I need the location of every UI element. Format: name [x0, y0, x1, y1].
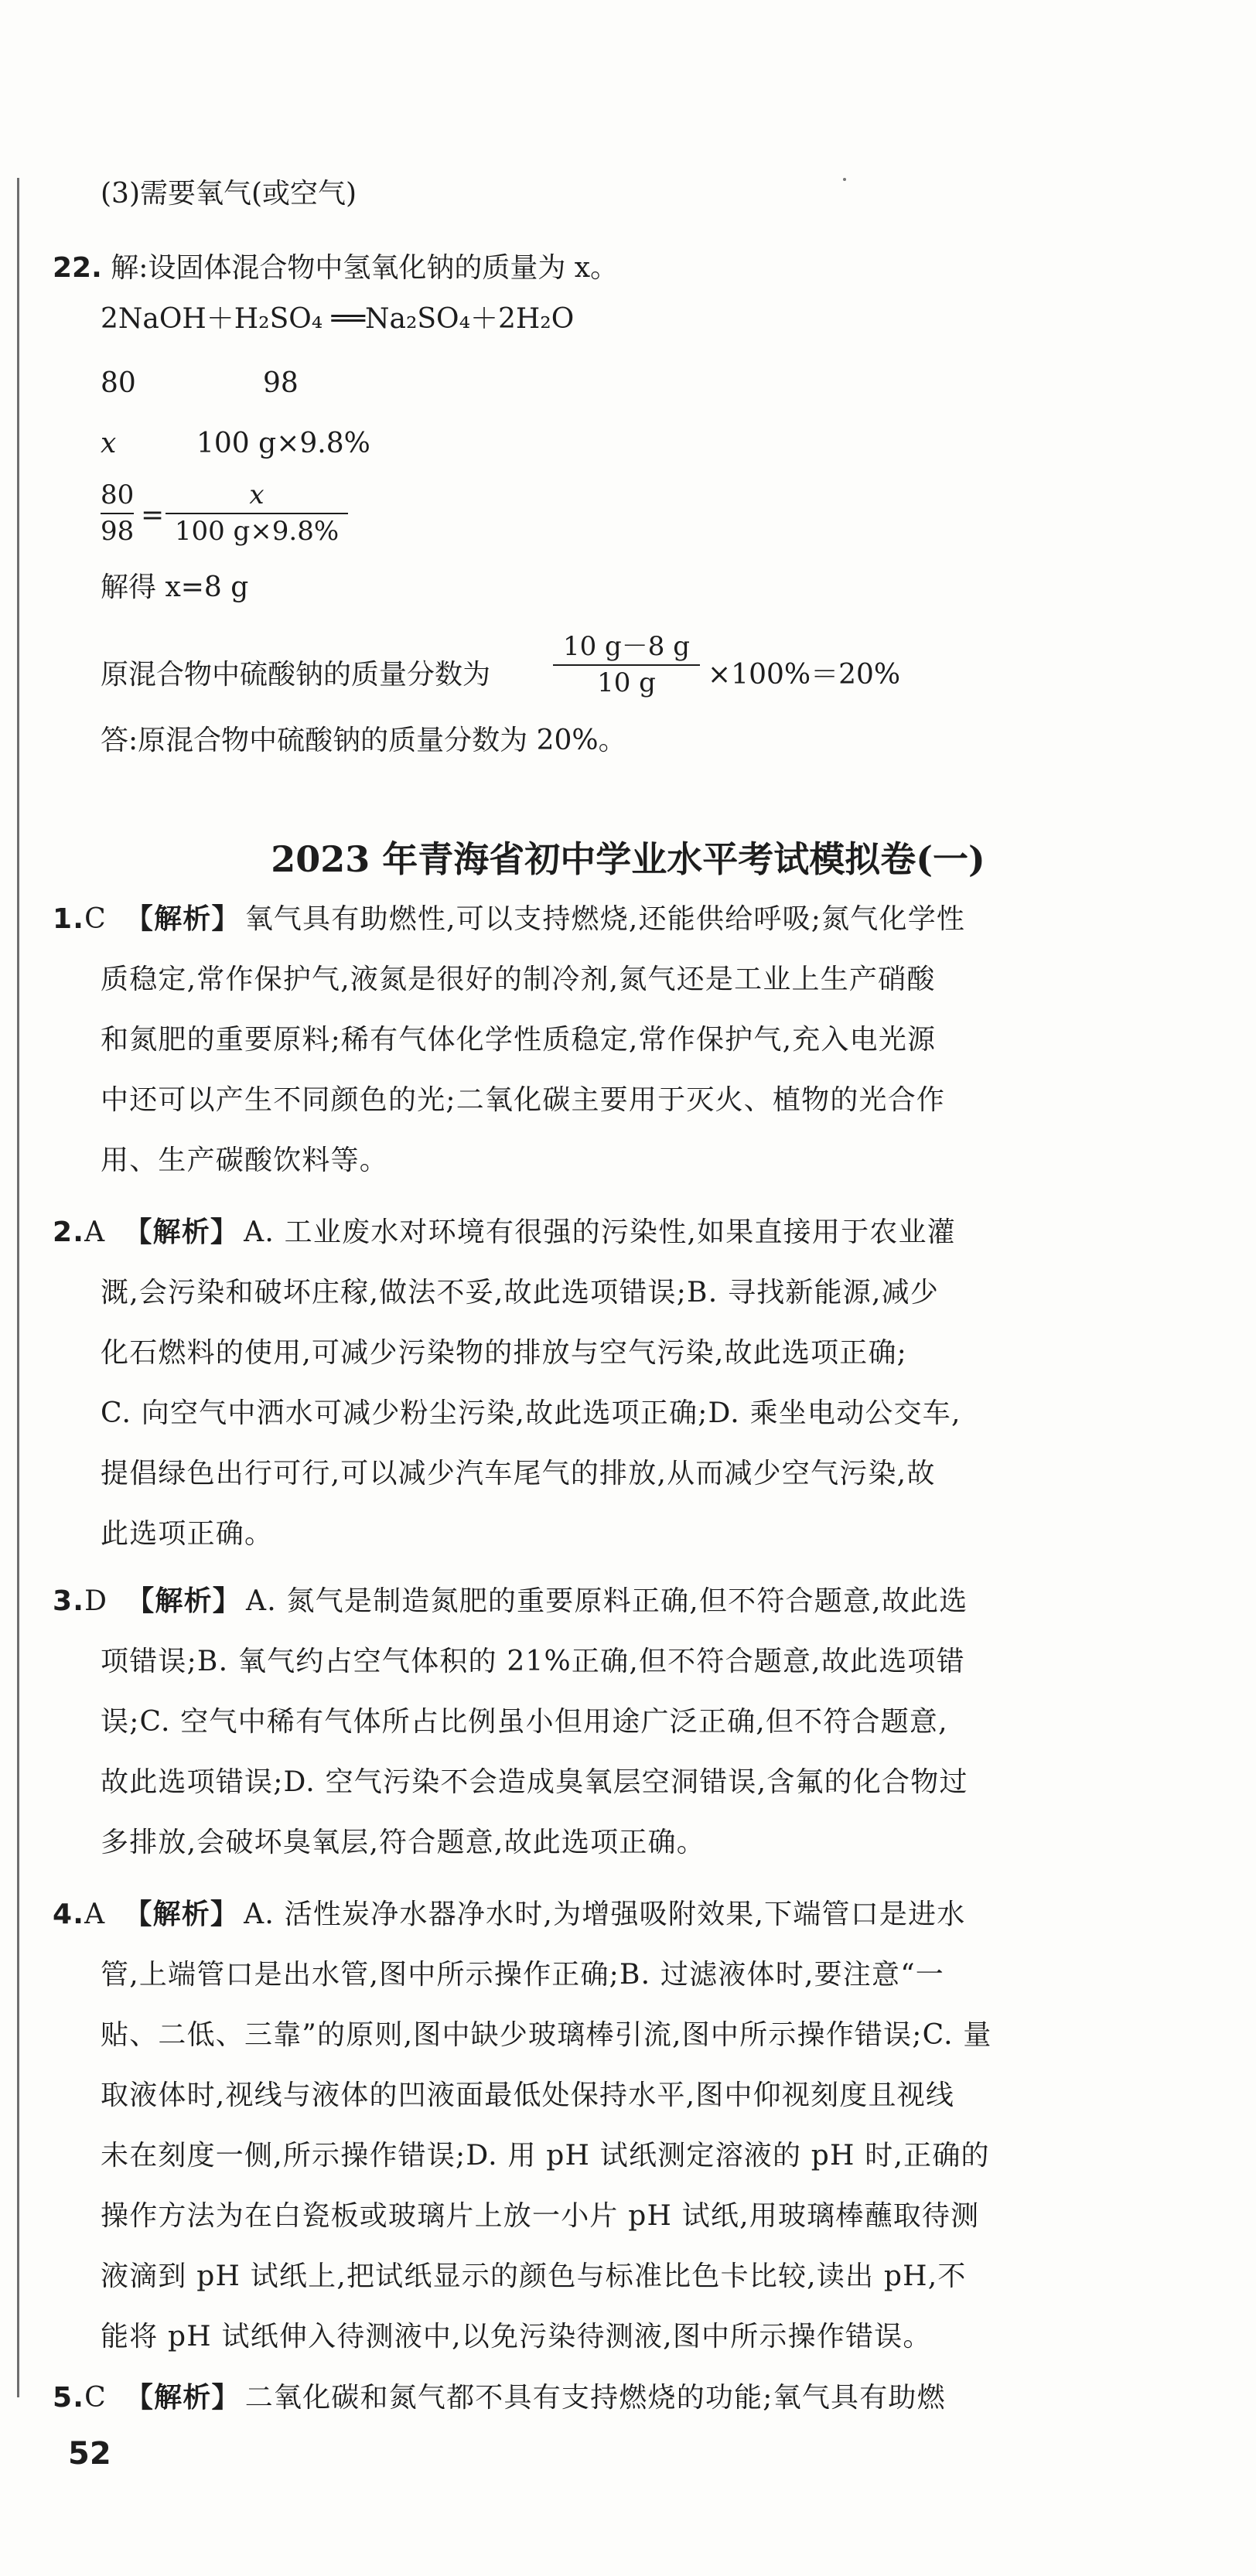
- question-3-line: 故此选项错误;D. 空气污染不会造成臭氧层空洞错误,含氟的化合物过: [101, 1766, 968, 1798]
- question-2-line: 提倡绿色出行可行,可以减少汽车尾气的排放,从而减少空气污染,故: [101, 1458, 936, 1489]
- analysis-tag: 【解析】: [125, 2382, 241, 2414]
- analysis-tag: 【解析】: [125, 903, 241, 935]
- item-3-text: (3)需要氧气(或空气): [101, 178, 357, 210]
- question-5: [53, 2368, 1089, 2428]
- question-5-line: [53, 2368, 1089, 2428]
- question-2-line: 此选项正确。: [101, 1518, 274, 1550]
- question-number: 5.: [53, 2382, 85, 2414]
- ratio-row-1-a: 80: [101, 367, 136, 399]
- question-3-line: [53, 1571, 1089, 1632]
- proportion-right-den: 100 g×9.8%: [174, 516, 340, 548]
- margin-rule: [17, 178, 19, 2397]
- ratio-row-2-b: 100 g×9.8%: [196, 428, 370, 459]
- mass-fraction-num: 10 g－8 g: [562, 631, 691, 662]
- question-2-line: 溉,会污染和破坏庄稼,做法不妥,故此选项错误;B. 寻找新能源,减少: [101, 1277, 940, 1308]
- question-4-line: 管,上端管口是出水管,图中所示操作正确;B. 过滤液体时,要注意“一: [101, 1959, 945, 1991]
- fraction-bar: [553, 664, 700, 666]
- mass-fraction: [553, 633, 700, 698]
- section-title: 2023 年青海省初中学业水平考试模拟卷(一): [271, 838, 985, 880]
- analysis-tag: 【解析】: [124, 1216, 240, 1248]
- question-1: [53, 889, 1089, 1191]
- mass-fraction-prefix: 原混合物中硫酸钠的质量分数为: [101, 659, 491, 691]
- solution-result: 解得 x=8 g: [101, 571, 249, 603]
- question-answer: C: [84, 903, 107, 935]
- question-answer: A: [84, 1216, 106, 1248]
- proportion-left-num: 80: [101, 479, 135, 510]
- ratio-row-2: [101, 428, 370, 459]
- question-text: A. 活性炭净水器净水时,为增强吸附效果,下端管口是进水: [244, 1899, 966, 1930]
- question-4-line: 取液体时,视线与液体的凹液面最低处保持水平,图中仰视刻度且视线: [101, 2080, 955, 2111]
- question-2-line: C. 向空气中洒水可减少粉尘污染,故此选项正确;D. 乘坐电动公交车,: [101, 1397, 961, 1429]
- question-22: [53, 246, 618, 285]
- question-2-line: 化石燃料的使用,可减少污染物的排放与空气污染,故此选项正确;: [101, 1337, 908, 1369]
- proportion-right: [166, 481, 348, 547]
- question-number: 1.: [53, 903, 85, 935]
- question-text: 氧气具有助燃性,可以支持燃烧,还能供给呼吸;氮气化学性: [244, 903, 966, 935]
- question-number: 2.: [53, 1216, 85, 1248]
- question-1-line: [53, 889, 1089, 950]
- analysis-tag: 【解析】: [126, 1585, 242, 1617]
- proportion-right-num: x: [249, 479, 265, 510]
- proportion-left: [101, 481, 134, 547]
- question-22-intro: 解:设固体混合物中氢氧化钠的质量为 x。: [111, 252, 619, 284]
- proportion-equals: =: [141, 500, 165, 531]
- question-text: 二氧化碳和氮气都不具有支持燃烧的功能;氧气具有助燃: [244, 2382, 946, 2414]
- page-number: 52: [68, 2436, 111, 2472]
- proportion-left-den: 98: [101, 516, 135, 548]
- question-answer: C: [84, 2382, 107, 2414]
- ratio-row-2-a: x: [101, 428, 117, 459]
- final-answer: 答:原混合物中硫酸钠的质量分数为 20%。: [101, 725, 626, 756]
- question-4-line: 能将 pH 试纸伸入待测液中,以免污染待测液,图中所示操作错误。: [101, 2321, 932, 2353]
- question-3-line: 项错误;B. 氧气约占空气体积的 21%正确,但不符合题意,故此选项错: [101, 1646, 965, 1677]
- chemical-equation: 2NaOH＋H₂SO₄ ══Na₂SO₄＋2H₂O: [101, 303, 575, 335]
- question-3-line: 误;C. 空气中稀有气体所占比例虽小但用途广泛正确,但不符合题意,: [101, 1706, 948, 1738]
- question-1-line: 质稳定,常作保护气,液氮是很好的制冷剂,氮气还是工业上生产硝酸: [101, 964, 936, 995]
- question-answer: D: [84, 1585, 108, 1617]
- question-1-line: 中还可以产生不同颜色的光;二氧化碳主要用于灭火、植物的光合作: [101, 1084, 946, 1116]
- question-2: [53, 1203, 1089, 1564]
- analysis-tag: 【解析】: [124, 1899, 240, 1930]
- question-4-line: 未在刻度一侧,所示操作错误;D. 用 pH 试纸测定溶液的 pH 时,正确的: [101, 2140, 990, 2172]
- question-text: A. 工业废水对环境有很强的污染性,如果直接用于农业灌: [244, 1216, 956, 1248]
- mass-fraction-suffix: ×100%＝20%: [708, 659, 901, 691]
- question-answer: A: [84, 1899, 106, 1930]
- question-22-number: 22.: [53, 252, 102, 284]
- fraction-bar: [101, 513, 134, 514]
- ratio-row-1-b: 98: [263, 367, 299, 399]
- question-4: [53, 1885, 1089, 2367]
- ratio-row-1: [101, 367, 299, 399]
- mass-fraction-den: 10 g: [597, 667, 656, 699]
- question-4-line: 贴、二低、三靠”的原则,图中缺少玻璃棒引流,图中所示操作错误;C. 量: [101, 2019, 992, 2051]
- scan-speck: [843, 178, 846, 181]
- question-number: 3.: [53, 1585, 85, 1617]
- question-2-line: [53, 1203, 1089, 1263]
- question-4-line: [53, 1885, 1089, 1945]
- question-3-line: 多排放,会破坏臭氧层,符合题意,故此选项正确。: [101, 1827, 705, 1858]
- fraction-bar: [166, 513, 348, 514]
- question-1-line: 和氮肥的重要原料;稀有气体化学性质稳定,常作保护气,充入电光源: [101, 1024, 937, 1056]
- question-text: A. 氮气是制造氮肥的重要原料正确,但不符合题意,故此选: [246, 1585, 968, 1617]
- question-4-line: 液滴到 pH 试纸上,把试纸显示的颜色与标准比色卡比较,读出 pH,不: [101, 2260, 967, 2292]
- question-number: 4.: [53, 1899, 85, 1930]
- question-3: [53, 1571, 1089, 1873]
- question-4-line: 操作方法为在白瓷板或玻璃片上放一小片 pH 试纸,用玻璃棒蘸取待测: [101, 2200, 980, 2232]
- question-1-line: 用、生产碳酸饮料等。: [101, 1145, 389, 1176]
